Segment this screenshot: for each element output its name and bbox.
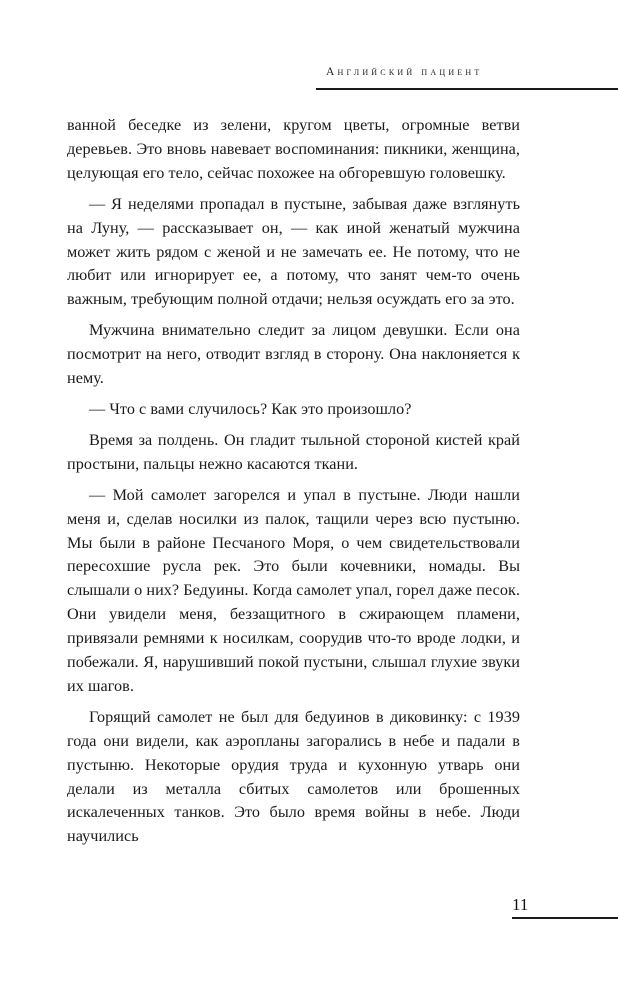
paragraph-2: — Я неделями пропадал в пустыне, забывая даже взглянуть на Луну, — рассказывает он, — как иной женатый мужчина может жить рядом с женой и не замечать ее. Не потому, что не любит или игнорирует ее, а потому, что занят чем-то очень важным, требующим полной отдачи; нельзя осуждать его за это. — [67, 194, 520, 309]
header-rule — [316, 88, 618, 90]
paragraph-3: Мужчина внимательно следит за лицом девушки. Если она посмотрит на него, отводит взгляд в сторону. Она наклоняется к нему. — [67, 321, 520, 388]
footer-rule — [512, 917, 618, 919]
paragraph-5: Время за полдень. Он гладит тыльной стороной кистей край простыни, пальцы нежно касаются ткани. — [67, 430, 520, 473]
paragraph-6: — Мой самолет загорелся и упал в пустыне. Люди нашли меня и, сделав носилки из палок, тащили через всю пустыню. Мы были в районе Песчаного Моря, о чем свидетельствовали пересохшие русла рек. Это были кочевники, номады. Вы слышали о них? Бедуины. Когда самолет упал, горел даже песок. Они увидели меня, беззащитного в сжирающем пламени, привязали ремнями к носилкам, соорудив что-то вроде лодки, и побежали. Я, нарушивший покой пустыни, слышал глухие звуки их шагов. — [67, 485, 520, 695]
paragraph-1: ванной беседке из зелени, кругом цветы, огромные ветви деревьев. Это вновь навевает воспоминания: пикники, женщина, целующая его тело, сейчас похожее на обгоревшую головешку. — [67, 116, 520, 182]
paragraph-7: Горящий самолет не был для бедуинов в диковинку: с 1939 года они видели, как аэропланы загорались в небе и падали в пустыню. Некоторые орудия труда и кухонную утварь они делали из металла сбитых самолетов или брошенных искалеченных танков. Это было время войны в небе. Люди научились — [67, 707, 520, 846]
paragraph-4: — Что с вами случилось? Как это произошло? — [89, 399, 412, 418]
page-number: 11 — [512, 895, 529, 914]
body-text — [67, 114, 520, 849]
running-title: Английский пациент — [326, 66, 483, 78]
